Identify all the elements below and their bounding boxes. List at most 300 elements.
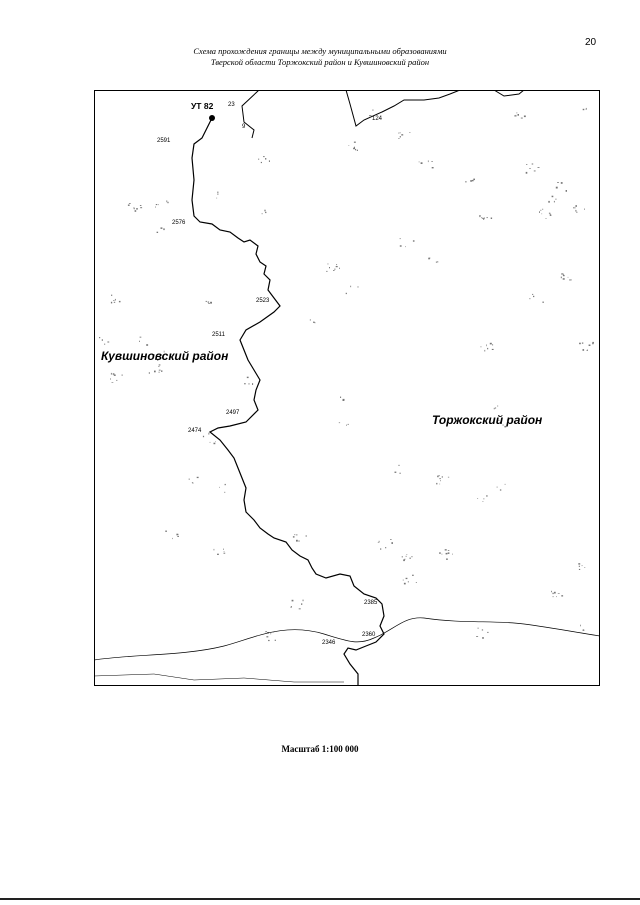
terrain-speck xyxy=(431,161,432,162)
terrain-speck xyxy=(154,371,156,373)
terrain-speck xyxy=(465,181,467,182)
terrain-speck xyxy=(477,628,479,629)
terrain-speck xyxy=(575,207,576,209)
terrain-speck xyxy=(582,565,583,566)
terrain-speck xyxy=(262,213,263,214)
terrain-speck xyxy=(554,201,555,203)
terrain-speck xyxy=(225,484,226,485)
terrain-speck xyxy=(112,382,114,383)
terrain-speck xyxy=(518,114,520,116)
terrain-speck xyxy=(477,498,478,499)
terrain-speck xyxy=(440,480,441,481)
terrain-speck xyxy=(529,168,530,169)
terrain-speck xyxy=(214,549,215,551)
terrain-speck xyxy=(473,179,475,181)
terrain-speck xyxy=(107,342,109,343)
terrain-speck xyxy=(258,159,259,160)
terrain-speck xyxy=(333,270,334,271)
terrain-speck xyxy=(263,156,265,157)
terrain-speck xyxy=(592,342,594,344)
terrain-speck xyxy=(534,171,536,172)
terrain-speck xyxy=(140,207,142,208)
terrain-speck xyxy=(252,383,253,385)
terrain-speck xyxy=(346,425,347,426)
terrain-speck xyxy=(119,301,121,302)
terrain-speck xyxy=(412,575,414,576)
terrain-speck xyxy=(149,372,150,373)
terrain-speck xyxy=(156,204,158,205)
terrain-speck xyxy=(298,541,299,542)
terrain-speck xyxy=(526,172,528,174)
terrain-speck xyxy=(576,212,577,213)
terrain-speck xyxy=(516,115,517,117)
terrain-speck xyxy=(210,302,212,304)
terrain-speck xyxy=(551,591,552,592)
terrain-speck xyxy=(122,374,123,376)
terrain-speck xyxy=(159,372,160,373)
terrain-speck xyxy=(224,492,225,493)
terrain-speck xyxy=(157,232,159,233)
terrain-speck xyxy=(515,115,516,117)
terrain-speck xyxy=(133,208,134,209)
terrain-speck xyxy=(561,595,563,596)
terrain-speck xyxy=(584,567,585,568)
terrain-speck xyxy=(484,350,485,352)
terrain-speck xyxy=(301,603,302,604)
terrain-speck xyxy=(140,337,142,338)
terrain-speck xyxy=(549,213,550,214)
terrain-speck xyxy=(275,640,276,641)
terrain-speck xyxy=(113,373,115,374)
terrain-speck xyxy=(303,600,304,602)
district-label-east: Торжокский район xyxy=(432,413,543,427)
terrain-speck xyxy=(550,215,552,216)
terrain-speck xyxy=(589,345,591,347)
terrain-speck xyxy=(546,218,547,219)
terrain-speck xyxy=(448,552,450,554)
terrain-speck xyxy=(448,550,450,551)
terrain-speck xyxy=(114,302,115,303)
page-number: 20 xyxy=(585,37,597,48)
terrain-speck xyxy=(146,344,148,346)
district-label-west: Кувшиновский район xyxy=(101,349,229,363)
terrain-speck xyxy=(445,549,447,550)
terrain-speck xyxy=(563,275,565,276)
terrain-speck xyxy=(563,274,564,275)
terrain-speck xyxy=(571,279,572,280)
terrain-speck xyxy=(561,273,563,274)
terrain-speck xyxy=(579,343,581,345)
terrain-speck xyxy=(129,203,131,204)
terrain-speck xyxy=(584,208,585,210)
terrain-speck xyxy=(446,553,448,555)
terrain-speck xyxy=(102,339,103,341)
terrain-speck xyxy=(498,405,499,406)
map-border xyxy=(95,91,600,686)
terrain-speck xyxy=(480,347,481,348)
terrain-speck xyxy=(339,268,340,269)
terrain-speck xyxy=(313,322,315,323)
terrain-speck xyxy=(407,554,408,555)
point-label: 2511 xyxy=(212,332,225,338)
terrain-speck xyxy=(266,636,268,637)
terrain-speck xyxy=(189,479,190,480)
terrain-speck xyxy=(540,210,541,211)
terrain-speck xyxy=(554,592,556,594)
terrain-speck xyxy=(556,187,558,189)
terrain-speck xyxy=(470,180,472,182)
page-bottom-rule xyxy=(0,898,640,900)
terrain-speck xyxy=(340,397,341,398)
terrain-speck xyxy=(561,277,562,279)
terrain-speck xyxy=(505,484,506,485)
terrain-speck xyxy=(261,162,262,163)
terrain-speck xyxy=(582,343,583,344)
map-canvas xyxy=(94,90,600,686)
terrain-speck xyxy=(310,319,311,321)
start-point-label: УТ 82 xyxy=(191,101,214,111)
terrain-speck xyxy=(524,116,526,118)
terrain-speck xyxy=(532,294,533,295)
terrain-speck xyxy=(557,182,559,183)
terrain-speck xyxy=(167,202,168,203)
terrain-speck xyxy=(111,373,112,375)
terrain-speck xyxy=(419,162,420,163)
terrain-speck xyxy=(481,217,482,218)
terrain-speck xyxy=(439,478,441,479)
terrain-speck xyxy=(416,582,417,583)
terrain-speck xyxy=(409,132,410,133)
terrain-speck xyxy=(432,167,434,168)
map-title-line1: Схема прохождения границы между муниципальными образованиями xyxy=(193,46,447,56)
terrain-speck xyxy=(209,434,210,435)
terrain-speck xyxy=(224,553,226,554)
terrain-speck xyxy=(521,118,523,119)
terrain-speck xyxy=(494,408,495,409)
terrain-speck xyxy=(158,204,159,205)
terrain-speck xyxy=(482,637,484,639)
terrain-speck xyxy=(140,205,142,206)
terrain-speck xyxy=(159,364,161,365)
terrain-speck xyxy=(217,192,218,193)
terrain-speck xyxy=(568,277,569,278)
terrain-speck xyxy=(299,608,301,609)
terrain-speck xyxy=(372,110,374,111)
terrain-speck xyxy=(406,556,407,557)
terrain-speck xyxy=(586,108,587,109)
terrain-speck xyxy=(538,167,540,168)
terrain-speck xyxy=(400,133,401,134)
terrain-speck xyxy=(561,182,563,184)
point-label: 23 xyxy=(228,102,235,108)
terrain-speck xyxy=(378,542,380,543)
terrain-speck xyxy=(357,287,358,288)
terrain-speck xyxy=(336,264,337,265)
terrain-speck xyxy=(111,302,112,304)
terrain-speck xyxy=(437,476,438,478)
terrain-speck xyxy=(497,487,498,488)
terrain-speck xyxy=(219,487,220,488)
point-label: 2385 xyxy=(364,600,378,606)
terrain-speck xyxy=(114,375,116,376)
terrain-speck xyxy=(380,548,381,550)
terrain-speck xyxy=(328,264,329,265)
terrain-speck xyxy=(210,442,211,443)
terrain-speck xyxy=(265,212,266,213)
terrain-speck xyxy=(390,539,392,540)
terrain-speck xyxy=(421,162,423,164)
terrain-speck xyxy=(583,630,585,631)
terrain-speck xyxy=(408,581,409,582)
terrain-speck xyxy=(575,205,577,207)
terrain-speck xyxy=(135,210,137,212)
terrain-speck xyxy=(216,198,217,199)
terrain-speck xyxy=(592,344,594,345)
point-label: 2591 xyxy=(157,138,171,144)
terrain-speck xyxy=(215,442,216,443)
terrain-speck xyxy=(539,211,540,213)
terrain-speck xyxy=(403,559,405,561)
terrain-speck xyxy=(398,465,400,466)
terrain-speck xyxy=(265,158,266,160)
terrain-speck xyxy=(446,558,448,560)
start-point-marker xyxy=(209,115,215,121)
map-frame xyxy=(94,90,600,686)
terrain-speck xyxy=(265,631,266,632)
terrain-speck xyxy=(268,640,270,641)
terrain-speck xyxy=(161,227,163,229)
terrain-speck xyxy=(579,569,580,570)
terrain-speck xyxy=(346,293,347,294)
terrain-speck xyxy=(398,133,399,134)
terrain-speck xyxy=(244,383,246,384)
terrain-speck xyxy=(406,578,408,579)
terrain-speck xyxy=(116,380,117,381)
terrain-speck xyxy=(575,210,576,212)
terrain-speck xyxy=(472,180,474,181)
terrain-speck xyxy=(400,473,401,474)
terrain-speck xyxy=(339,422,340,423)
terrain-speck xyxy=(487,348,488,349)
terrain-speck xyxy=(379,541,380,542)
terrain-speck xyxy=(159,370,161,371)
terrain-speck xyxy=(405,246,406,247)
terrain-speck xyxy=(400,136,401,137)
terrain-speck xyxy=(495,408,496,409)
terrain-speck xyxy=(439,552,440,554)
terrain-speck xyxy=(217,194,218,195)
terrain-speck xyxy=(395,472,397,473)
point-label: 2523 xyxy=(256,298,270,304)
terrain-speck xyxy=(206,301,207,302)
terrain-speck xyxy=(552,196,554,198)
terrain-speck xyxy=(441,554,442,555)
terrain-speck xyxy=(548,201,550,203)
terrain-speck xyxy=(326,271,327,272)
terrain-speck xyxy=(553,593,554,594)
terrain-speck xyxy=(292,600,294,602)
terrain-speck xyxy=(113,300,114,301)
terrain-speck xyxy=(315,322,316,323)
terrain-speck xyxy=(178,535,179,536)
terrain-speck xyxy=(484,218,485,219)
terrain-speck xyxy=(569,280,571,281)
terrain-speck xyxy=(343,399,345,400)
terrain-speck xyxy=(348,424,349,425)
terrain-speck xyxy=(438,475,440,476)
terrain-speck xyxy=(291,606,292,607)
terrain-speck xyxy=(542,209,543,210)
terrain-speck xyxy=(553,596,554,597)
terrain-speck xyxy=(580,625,581,627)
terrain-speck xyxy=(556,199,557,201)
terrain-speck xyxy=(398,138,400,139)
map-scale: Масштаб 1:100 000 xyxy=(281,744,359,754)
point-label: 9 xyxy=(242,124,246,130)
terrain-speck xyxy=(530,298,531,299)
point-label: 2346 xyxy=(322,640,336,646)
point-label: 2360 xyxy=(362,632,376,638)
terrain-speck xyxy=(139,341,140,342)
terrain-speck xyxy=(110,378,111,379)
terrain-speck xyxy=(306,535,307,536)
terrain-speck xyxy=(270,634,271,635)
terrain-speck xyxy=(161,370,162,372)
point-label: 124 xyxy=(372,116,383,122)
terrain-speck xyxy=(391,542,393,544)
terrain-speck xyxy=(452,554,453,555)
terrain-speck xyxy=(400,245,402,246)
terrain-speck xyxy=(487,217,488,218)
terrain-speck xyxy=(436,483,437,485)
terrain-speck xyxy=(197,477,199,478)
point-label: 2497 xyxy=(226,410,240,416)
terrain-speck xyxy=(163,228,164,230)
terrain-speck xyxy=(172,538,173,539)
terrain-speck xyxy=(269,160,270,162)
point-label: 2576 xyxy=(172,220,186,226)
terrain-speck xyxy=(403,580,404,581)
terrain-speck xyxy=(99,337,100,338)
terrain-speck xyxy=(115,299,116,301)
terrain-speck xyxy=(336,266,338,267)
terrain-speck xyxy=(566,190,567,192)
terrain-speck xyxy=(355,149,356,150)
terrain-speck xyxy=(111,295,112,296)
terrain-speck xyxy=(411,556,412,557)
terrain-speck xyxy=(402,556,403,558)
terrain-speck xyxy=(264,210,265,212)
terrain-speck xyxy=(404,559,405,560)
terrain-speck xyxy=(203,436,204,437)
terrain-speck xyxy=(354,142,356,143)
terrain-speck xyxy=(437,261,438,262)
terrain-speck xyxy=(208,302,210,303)
terrain-speck xyxy=(413,240,415,241)
terrain-speck xyxy=(587,350,588,351)
terrain-speck xyxy=(247,377,249,378)
terrain-speck xyxy=(486,344,487,346)
terrain-speck xyxy=(334,269,335,270)
terrain-speck xyxy=(136,208,138,210)
terrain-speck xyxy=(487,632,489,633)
terrain-speck xyxy=(482,501,483,502)
terrain-speck xyxy=(533,296,534,297)
terrain-speck xyxy=(476,636,478,637)
terrain-speck xyxy=(442,476,443,477)
terrain-speck xyxy=(208,433,210,434)
terrain-speck xyxy=(500,489,501,490)
terrain-speck xyxy=(556,596,557,597)
terrain-speck xyxy=(542,302,544,303)
terrain-speck xyxy=(217,554,219,555)
terrain-speck xyxy=(329,267,330,268)
terrain-speck xyxy=(583,349,585,351)
terrain-speck xyxy=(208,303,210,304)
terrain-speck xyxy=(492,344,493,345)
terrain-speck xyxy=(483,499,484,500)
terrain-speck xyxy=(578,563,580,564)
terrain-speck xyxy=(155,207,156,208)
terrain-speck xyxy=(573,207,574,208)
terrain-speck xyxy=(583,109,585,110)
map-title xyxy=(0,46,640,68)
terrain-speck xyxy=(428,258,430,259)
terrain-speck xyxy=(448,477,449,478)
terrain-speck xyxy=(349,145,350,146)
map-title-line2: Тверской области Торжокский район и Кувшиновский район xyxy=(210,57,430,67)
terrain-speck xyxy=(410,558,411,559)
point-label: 2474 xyxy=(188,428,202,434)
terrain-speck xyxy=(158,366,160,367)
terrain-speck xyxy=(223,549,224,551)
terrain-speck xyxy=(177,536,179,537)
terrain-speck xyxy=(486,495,487,497)
terrain-speck xyxy=(404,583,406,585)
terrain-speck xyxy=(579,566,580,567)
terrain-speck xyxy=(526,164,527,165)
terrain-speck xyxy=(192,483,193,484)
terrain-speck xyxy=(128,205,130,206)
terrain-speck xyxy=(353,148,355,150)
terrain-speck xyxy=(296,540,298,542)
terrain-speck xyxy=(104,344,105,345)
terrain-speck xyxy=(492,349,494,350)
terrain-speck xyxy=(428,160,429,162)
terrain-speck xyxy=(439,484,440,485)
terrain-speck xyxy=(165,531,167,532)
terrain-speck xyxy=(296,535,298,536)
terrain-speck xyxy=(542,213,543,214)
terrain-speck xyxy=(491,218,492,220)
terrain-speck xyxy=(293,536,295,537)
terrain-speck xyxy=(436,262,437,263)
terrain-speck xyxy=(166,200,167,202)
terrain-speck xyxy=(482,218,483,219)
terrain-speck xyxy=(482,629,483,630)
terrain-speck xyxy=(490,343,492,345)
terrain-speck xyxy=(400,238,401,239)
terrain-speck xyxy=(563,278,565,280)
terrain-speck xyxy=(385,547,386,548)
terrain-speck xyxy=(350,286,351,288)
terrain-speck xyxy=(401,134,403,135)
terrain-speck xyxy=(224,551,225,552)
terrain-speck xyxy=(558,593,560,594)
terrain-speck xyxy=(516,113,517,114)
terrain-speck xyxy=(248,383,249,384)
terrain-speck xyxy=(134,208,135,210)
